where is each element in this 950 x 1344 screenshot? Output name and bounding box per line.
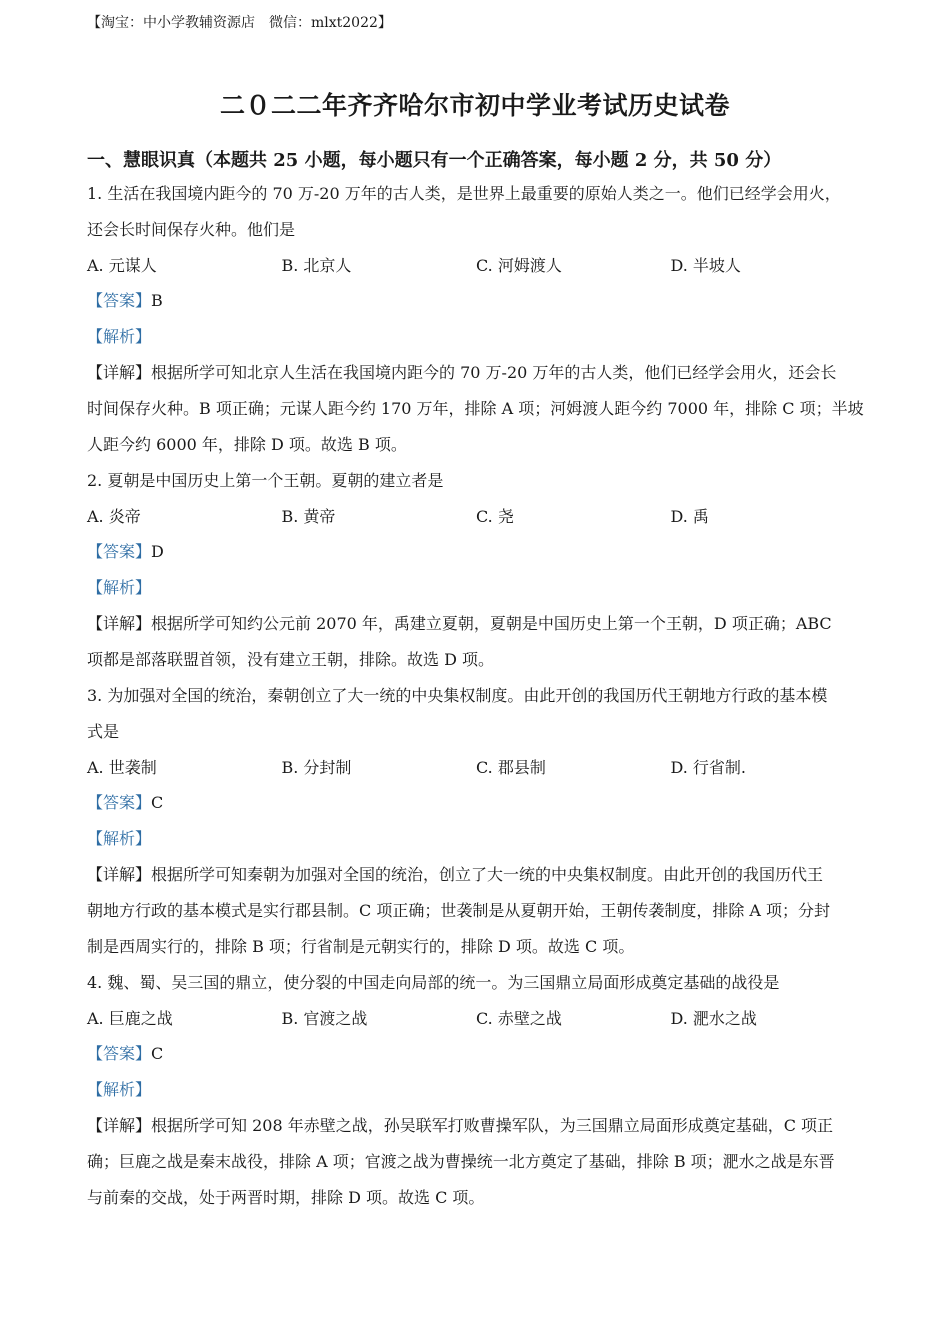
page-title: 二０二二年齐齐哈尔市初中学业考试历史试卷: [219, 91, 730, 120]
analysis-line: [87, 1076, 867, 1112]
options-row: [87, 503, 867, 538]
answer-tag: 【答案】: [87, 291, 152, 310]
analysis-line: [87, 323, 867, 359]
page-header: 【淘宝：中小学教辅资源店 微信：mlxt2022】: [87, 15, 392, 31]
detail-text: 根据所学可知秦朝为加强对全国的统治，创立了大一统的中央集权制度。由此开创的我国历代王: [151, 865, 824, 884]
option-c: C. 郡县制: [476, 758, 546, 777]
questions-content: [87, 180, 867, 1220]
detail-line: 时间保存火种。B 项正确；元谋人距今约 170 万年，排除 A 项；河姆渡人距今约 7000 年，排除 C 项；半坡: [87, 399, 864, 418]
answer-value: C: [151, 793, 164, 812]
option-b: B. 官渡之战: [281, 1009, 368, 1028]
option-d: D. 半坡人: [670, 256, 741, 275]
answer-line: [87, 789, 867, 825]
option-d: D. 禹: [670, 507, 709, 526]
detail-line: [87, 610, 867, 646]
options-row: [87, 754, 867, 789]
options-row: [87, 252, 867, 287]
analysis-tag: 【解析】: [87, 829, 152, 848]
detail-tag: 【详解】: [87, 1116, 152, 1135]
detail-text: 根据所学可知 208 年赤壁之战，孙吴联军打败曹操军队，为三国鼎立局面形成奠定基础，C 项正: [151, 1116, 834, 1135]
question-stem-line: 3. 为加强对全国的统治，秦朝创立了大一统的中央集权制度。由此开创的我国历代王朝地方行政的基本模: [87, 686, 828, 705]
option-a: A. 元谋人: [87, 256, 157, 275]
option-b: B. 分封制: [281, 758, 352, 777]
detail-text: 根据所学可知约公元前 2070 年，禹建立夏朝，夏朝是中国历史上第一个王朝，D 项正确；ABC: [151, 614, 832, 633]
question-stem-line: 4. 魏、蜀、吴三国的鼎立，使分裂的中国走向局部的统一。为三国鼎立局面形成奠定基础的战役是: [87, 973, 780, 992]
answer-tag: 【答案】: [87, 1044, 152, 1063]
detail-text: 根据所学可知北京人生活在我国境内距今的 70 万-20 万年的古人类，他们已经学会用火，还会长: [151, 363, 837, 382]
answer-value: B: [151, 291, 163, 310]
option-c: C. 河姆渡人: [476, 256, 562, 275]
detail-line: 制是西周实行的，排除 B 项；行省制是元朝实行的，排除 D 项。故选 C 项。: [87, 937, 635, 956]
question-block: [87, 180, 867, 467]
option-c: C. 尧: [476, 507, 514, 526]
detail-line: 与前秦的交战，处于两晋时期，排除 D 项。故选 C 项。: [87, 1188, 485, 1207]
option-c: C. 赤壁之战: [476, 1009, 562, 1028]
question-stem-line: 1. 生活在我国境内距今的 70 万-20 万年的古人类，是世界上最重要的原始人类之一。他们已经学会用火，: [87, 184, 841, 203]
option-b: B. 黄帝: [281, 507, 336, 526]
detail-tag: 【详解】: [87, 614, 152, 633]
question-block: [87, 467, 867, 682]
analysis-line: [87, 574, 867, 610]
detail-line: [87, 861, 867, 897]
analysis-line: [87, 825, 867, 861]
question-block: [87, 682, 867, 969]
option-a: A. 世袭制: [87, 758, 157, 777]
detail-tag: 【详解】: [87, 363, 152, 382]
detail-tag: 【详解】: [87, 865, 152, 884]
question-block: [87, 969, 867, 1220]
answer-line: [87, 538, 867, 574]
answer-tag: 【答案】: [87, 793, 152, 812]
detail-line: [87, 1112, 867, 1148]
detail-line: 确；巨鹿之战是秦末战役，排除 A 项；官渡之战为曹操统一北方奠定了基础，排除 B 项；淝水之战是东晋: [87, 1152, 835, 1171]
option-d: D. 淝水之战: [670, 1009, 757, 1028]
detail-line: [87, 359, 867, 395]
analysis-tag: 【解析】: [87, 578, 152, 597]
analysis-tag: 【解析】: [87, 327, 152, 346]
question-stem-line: 式是: [87, 722, 120, 741]
options-row: [87, 1005, 867, 1040]
answer-line: [87, 1040, 867, 1076]
answer-value: D: [151, 542, 164, 561]
answer-tag: 【答案】: [87, 542, 152, 561]
option-a: A. 炎帝: [87, 507, 141, 526]
option-d: D. 行省制.: [670, 758, 747, 777]
question-stem-line: 还会长时间保存火种。他们是: [87, 220, 296, 239]
option-b: B. 北京人: [281, 256, 352, 275]
detail-line: 项都是部落联盟首领，没有建立王朝，排除。故选 D 项。: [87, 650, 495, 669]
detail-line: 人距今约 6000 年，排除 D 项。故选 B 项。: [87, 435, 407, 454]
detail-line: 朝地方行政的基本模式是实行郡县制。C 项正确；世袭制是从夏朝开始，王朝传袭制度，排除 A 项；分封: [87, 901, 831, 920]
section-heading: 一、慧眼识真（本题共 25 小题，每小题只有一个正确答案，每小题 2 分，共 50 分）: [87, 150, 782, 171]
answer-line: [87, 287, 867, 323]
option-a: A. 巨鹿之战: [87, 1009, 173, 1028]
analysis-tag: 【解析】: [87, 1080, 152, 1099]
answer-value: C: [151, 1044, 164, 1063]
question-stem-line: 2. 夏朝是中国历史上第一个王朝。夏朝的建立者是: [87, 471, 444, 490]
